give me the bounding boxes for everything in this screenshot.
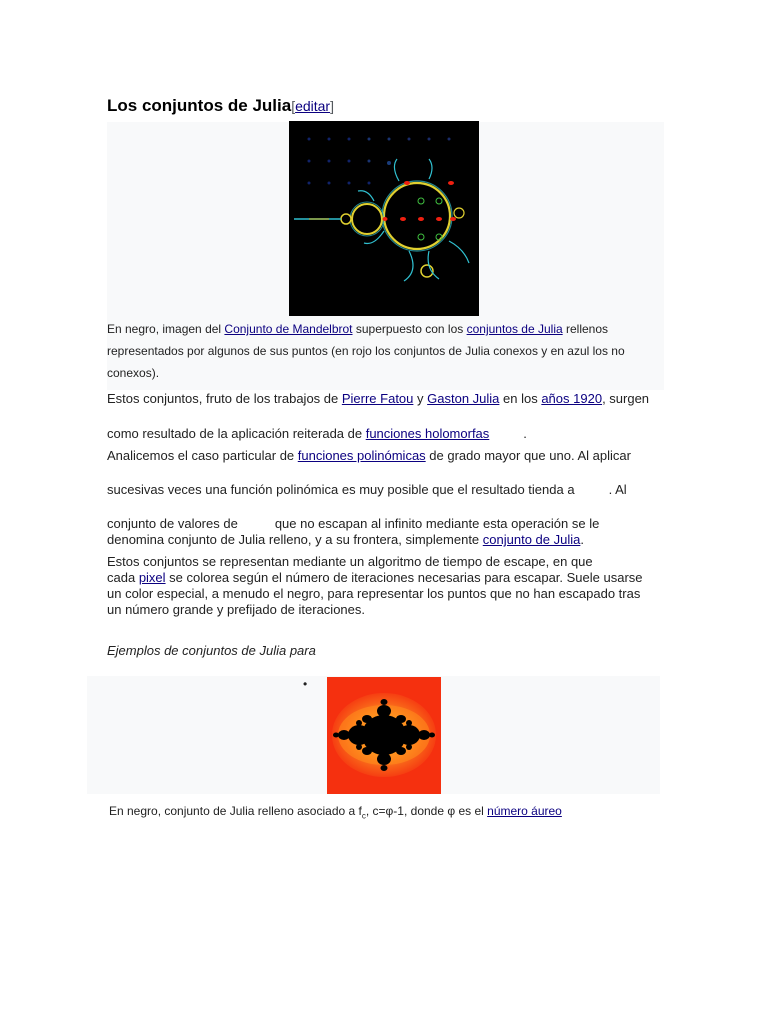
caption-text: rellenos representados por algunos de sus puntos (en rojo los conjuntos de Julia conexos y en azul los no conexos). [107, 322, 625, 380]
figure-mandelbrot-caption [107, 318, 647, 384]
link-conjunto-mandelbrot[interactable]: Conjunto de Mandelbrot [224, 322, 353, 336]
text: en los [499, 391, 542, 406]
mandelbrot-image[interactable] [289, 121, 479, 316]
section-heading [107, 96, 334, 116]
text: Estos conjuntos, fruto de los trabajos de [107, 391, 342, 406]
text: de grado mayor que uno. Al aplicar [425, 448, 631, 463]
text: un número grande y prefijado de iteraciones. [107, 602, 365, 617]
text: como resultado de la aplicación reiterada de [107, 426, 366, 441]
link-funciones-polinomicas[interactable]: funciones polinómicas [297, 448, 426, 463]
text: . [523, 426, 527, 441]
section-title: Los conjuntos de Julia [107, 96, 292, 115]
link-pixel[interactable]: pixel [138, 570, 166, 585]
link-pierre-fatou[interactable]: Pierre Fatou [341, 391, 414, 406]
paragraph-2-line-1 [107, 448, 660, 464]
gallery-bullet: • [303, 677, 308, 691]
text: . [580, 532, 584, 547]
edit-link[interactable]: editar [295, 98, 331, 114]
paragraph-2-line-2 [107, 482, 660, 498]
text: se colorea según el número de iteraciones necesarias para escapar. Suele usarse [165, 570, 643, 585]
caption-text: En negro, imagen del [107, 322, 225, 336]
link-conjuntos-julia[interactable]: conjuntos de Julia [466, 322, 563, 336]
mandelbrot-graphic [289, 121, 479, 316]
text: , surgen [602, 391, 650, 406]
paragraph-3 [107, 516, 660, 548]
caption-text: superpuesto con los [352, 322, 467, 336]
link-numero-aureo[interactable]: número áureo [487, 804, 562, 818]
paragraph-1-line-1 [107, 391, 660, 407]
paragraph-1-line-2 [107, 426, 660, 442]
text: Estos conjuntos se representan mediante un algoritmo de tiempo de escape, en que [107, 554, 593, 569]
link-conjunto-de-julia[interactable]: conjunto de Julia [482, 532, 581, 547]
link-funciones-holomorfas[interactable]: funciones holomorfas [365, 426, 490, 441]
text: sucesivas veces una función polinómica es muy posible que el resultado tienda a [107, 482, 575, 497]
text: un color especial, a menudo el negro, para representar los puntos que no han escapado tras [107, 586, 641, 601]
text: denomina conjunto de Julia relleno, y a su frontera, simplemente [107, 532, 483, 547]
text: . Al [608, 482, 627, 497]
text: que no escapan al infinito mediante esta operación se le [274, 516, 600, 531]
link-gaston-julia[interactable]: Gaston Julia [427, 391, 500, 406]
paragraph-4 [107, 554, 660, 618]
text: conjunto de valores de [107, 516, 238, 531]
julia-set-graphic [327, 677, 441, 794]
text: Analicemos el caso particular de [107, 448, 298, 463]
text: En negro, conjunto de Julia relleno asociado a f [109, 804, 362, 818]
edit-bracket-open: [ [291, 98, 296, 114]
text: cada [107, 570, 139, 585]
link-anos-1920[interactable]: años 1920 [541, 391, 603, 406]
text: , c=φ-1, donde φ es el [365, 804, 488, 818]
text: y [413, 391, 428, 406]
julia-set-caption [109, 804, 562, 820]
gallery-title: Ejemplos de conjuntos de Julia para [107, 643, 316, 658]
edit-bracket-close: ] [330, 98, 334, 114]
subscript: c [361, 811, 366, 821]
julia-set-image[interactable] [327, 677, 441, 794]
